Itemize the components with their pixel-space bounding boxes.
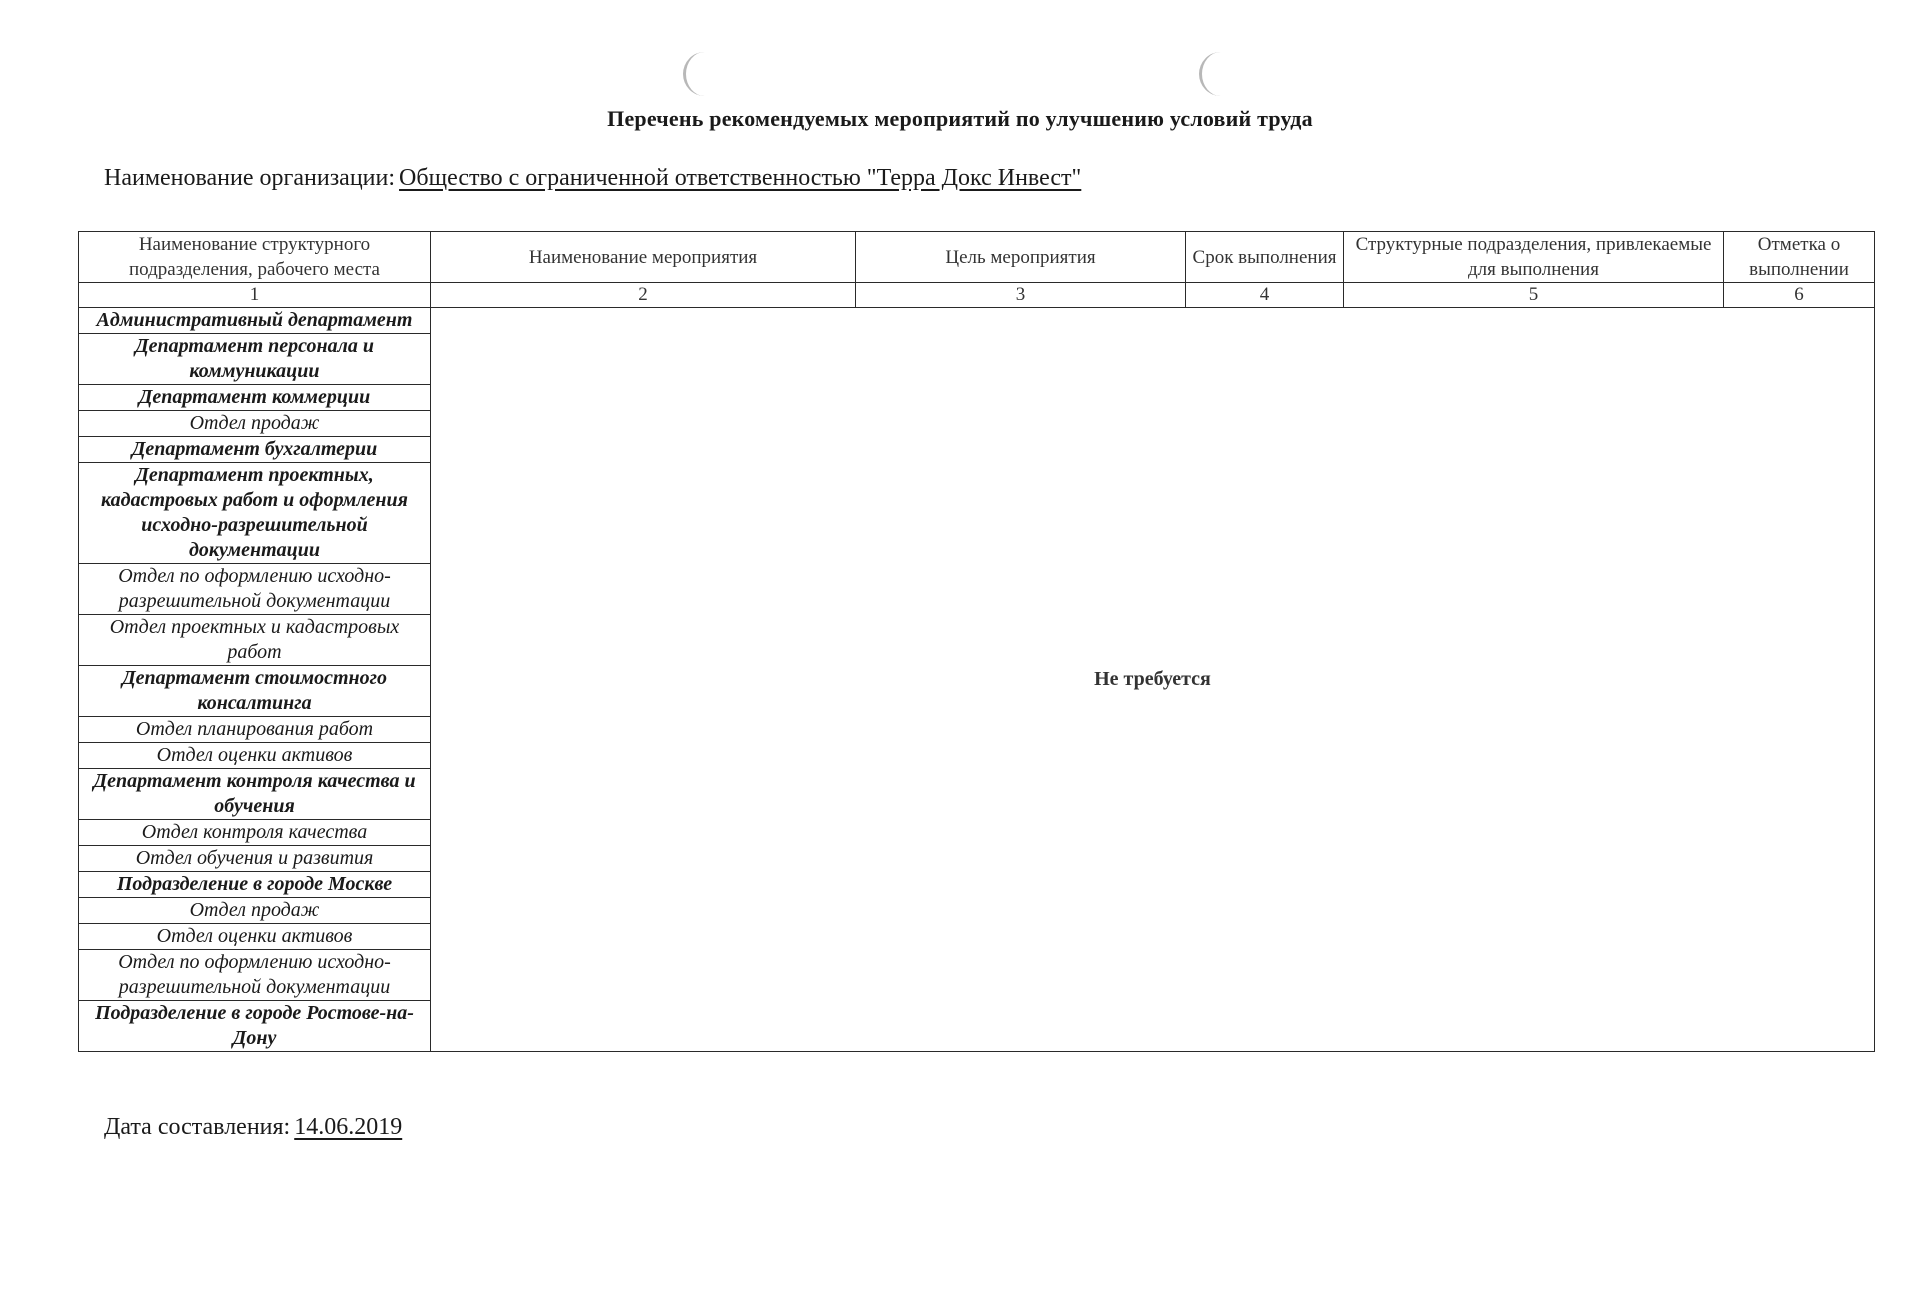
subdivision-name: Отдел продаж <box>79 898 431 924</box>
subdivision-name: Отдел контроля качества <box>79 820 431 846</box>
punch-hole-mark <box>1199 52 1242 96</box>
punch-hole-mark <box>683 52 726 96</box>
column-header: Цель мероприятия <box>856 232 1186 283</box>
column-number: 4 <box>1186 283 1344 308</box>
column-number: 1 <box>79 283 431 308</box>
organization-name: Общество с ограниченной ответственностью "Терра Докс Инвест" <box>399 165 1082 191</box>
column-number: 6 <box>1724 283 1875 308</box>
department-name: Департамент бухгалтерии <box>79 437 431 463</box>
not-required-cell: Не требуется <box>431 308 1875 1052</box>
document-title: Перечень рекомендуемых мероприятий по улучшению условий труда <box>607 106 1313 131</box>
column-number-row <box>79 283 1875 308</box>
date-label: Дата составления: <box>104 1114 291 1140</box>
column-header: Наименование структурного подразделения, рабочего места <box>79 232 431 283</box>
column-number: 2 <box>431 283 856 308</box>
organization-label: Наименование организации: <box>104 165 396 191</box>
subdivision-name: Отдел по оформлению исходно-разрешительной документации <box>79 564 431 615</box>
subdivision-name: Отдел оценки активов <box>79 924 431 950</box>
subdivision-name: Отдел планирования работ <box>79 717 431 743</box>
subdivision-name: Отдел оценки активов <box>79 743 431 769</box>
department-name: Департамент стоимостного консалтинга <box>79 666 431 717</box>
department-name: Департамент персонала и коммуникации <box>79 334 431 385</box>
column-header: Срок выполнения <box>1186 232 1344 283</box>
subdivision-name: Отдел продаж <box>79 411 431 437</box>
table-header-row <box>79 232 1875 283</box>
subdivision-name: Отдел обучения и развития <box>79 846 431 872</box>
department-name: Департамент проектных, кадастровых работ и оформления исходно-разрешительной документации <box>79 463 431 564</box>
column-number: 5 <box>1344 283 1724 308</box>
table-body <box>79 308 1875 1052</box>
organization-line <box>104 165 1095 192</box>
department-name: Департамент контроля качества и обучения <box>79 769 431 820</box>
column-header: Отметка о выполнении <box>1724 232 1875 283</box>
department-name: Департамент коммерции <box>79 385 431 411</box>
column-header: Наименование мероприятия <box>431 232 856 283</box>
column-number: 3 <box>856 283 1186 308</box>
department-name: Административный департамент <box>79 308 431 334</box>
date-value: 14.06.2019 <box>294 1114 403 1140</box>
subdivision-name: Отдел по оформлению исходно-разрешительной документации <box>79 950 431 1001</box>
measures-table <box>78 231 1875 1052</box>
subdivision-name: Отдел проектных и кадастровых работ <box>79 615 431 666</box>
column-header: Структурные подразделения, привлекаемые для выполнения <box>1344 232 1724 283</box>
department-name: Подразделение в городе Москве <box>79 872 431 898</box>
date-line <box>104 1114 408 1141</box>
table-row <box>79 308 1875 334</box>
department-name: Подразделение в городе Ростове-на-Дону <box>79 1001 431 1052</box>
